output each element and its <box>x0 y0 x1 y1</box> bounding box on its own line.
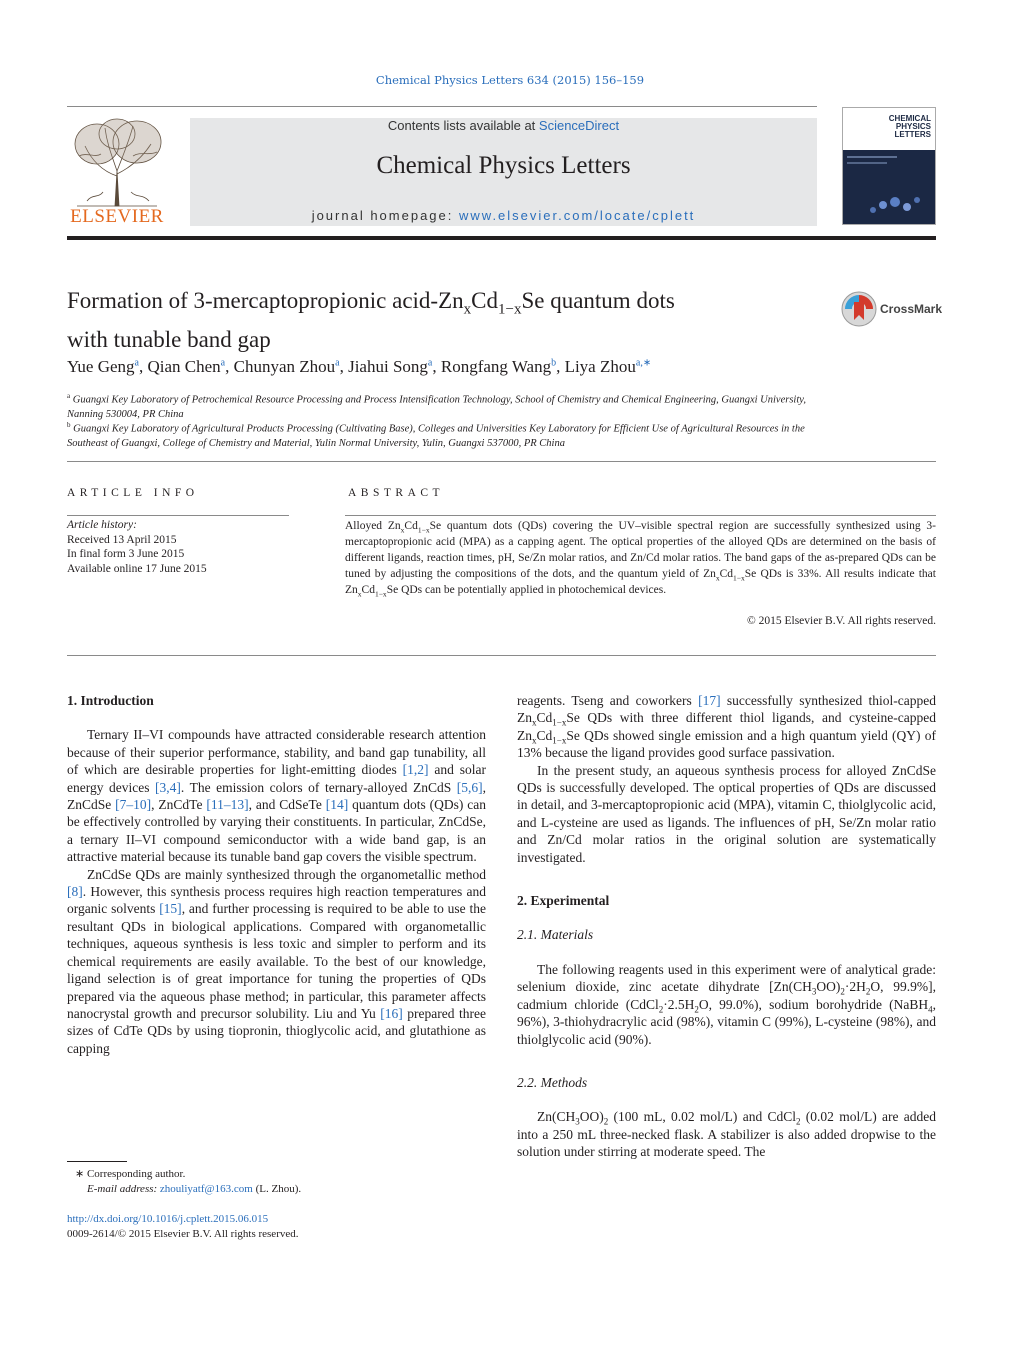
revised-date: In final form 3 June 2015 <box>67 548 185 560</box>
text: Cd <box>536 727 553 743</box>
text: O, 99.9%], cadmium chloride (CdCl <box>517 979 936 1012</box>
text: successfully synthesized thiol-capped Zn <box>517 693 936 726</box>
text: Ternary II–VI compounds have attracted considerable research attention because of their superior performance, stability, and band gap tunability, all of which are desirable properties for light-emitting diodes <box>67 727 486 778</box>
section-heading-experimental: 2. Experimental <box>517 893 610 909</box>
cover-art-icon <box>843 150 936 225</box>
text: . The emission colors of ternary-alloyed ZnCdS <box>180 779 457 795</box>
citation-link[interactable]: [1,2] <box>402 762 429 778</box>
section-heading-introduction: 1. Introduction <box>67 693 154 708</box>
footnote <box>67 1167 487 1196</box>
text: reagents. Tseng and coworkers <box>517 693 699 708</box>
text: , and further processing is required to be able to use the resultant QDs in biological applications. Compared with organometallic techniques, aqueous synthesis is less toxic and simpler to perform and its chemical requirements are easily available. To the best of our knowledge, ligand selection is of great importance for tuning the properties of QDs prepared via the aqueous phase method; in particular, this parameter affects nanocrystal growth and precursor solubility. Liu and Yu <box>67 901 486 1021</box>
citation-link[interactable]: [14] <box>325 797 349 813</box>
text: , 96%), 3-thiohydracrylic acid (98%), vitamin C (99%), L-cysteine (98%), and thiolglycolic acid (90%). <box>517 996 936 1047</box>
text: , and CdSeTe <box>248 797 326 813</box>
title-subscript: x <box>463 301 472 318</box>
text: , ZnCdSe <box>67 779 487 813</box>
materials-paragraph <box>517 961 936 1048</box>
text: O, 99.0%), sodium borohydride (NaBH <box>698 996 929 1012</box>
affiliation-mark: b <box>67 421 71 429</box>
doi-block <box>67 1212 487 1241</box>
subscript: 1−x <box>374 589 387 599</box>
text: Se QDs with three different thiol ligands, and cysteine-capped Zn <box>517 710 936 743</box>
intro-paragraph-4: In the present study, an aqueous synthesis process for alloyed ZnCdSe QDs is successfully developed. The optical properties of QDs are discussed in detail, and 3-mercaptopropionic acid (MPA), vitamin C, thiolglycolic acid, and L-cysteine are used as ligands. The influences of pH, Se/Zn molar ratio and Zn/Cd molar ratios in the original solution are systematically investigated. <box>517 762 936 865</box>
contents-prefix: Contents lists available at <box>387 118 539 133</box>
crossmark-label: CrossMark <box>880 302 943 316</box>
subscript: 2 <box>796 1117 801 1127</box>
abstract-text: Cd <box>404 520 418 532</box>
subscript: 3 <box>811 986 817 997</box>
header-top-rule <box>67 106 817 107</box>
subscript: x <box>532 718 537 729</box>
text: Corresponding author. <box>84 1168 186 1180</box>
crossmark-icon <box>840 290 878 328</box>
title-part: Se quantum dots <box>521 288 675 313</box>
intro-paragraph-1 <box>67 726 486 865</box>
text: ·2H <box>844 979 866 995</box>
issn-line: 0009-2614/© 2015 Elsevier B.V. All rights reserved. <box>67 1227 299 1240</box>
article-history <box>67 518 297 576</box>
subscript: 3 <box>575 1117 580 1127</box>
subscript: 1−x <box>417 525 430 535</box>
citation-link[interactable]: [7–10] <box>115 797 152 813</box>
text: . However, this synthesis process requires high reaction temperatures and organic solvents <box>67 884 486 917</box>
abstract-text: Alloyed Zn <box>345 520 401 532</box>
email-label: E-mail address: <box>87 1182 160 1195</box>
abstract-text: Se QDs is 33%. All results indicate that Zn <box>345 568 936 596</box>
abstract-text: Cd <box>361 584 375 596</box>
elsevier-tree-icon <box>67 116 167 208</box>
crossmark-badge[interactable] <box>840 290 943 330</box>
affiliation-mark: a <box>67 392 71 400</box>
text: (0.02 mol/L) are added into a 250 mL three-necked flask. A stabilizer is also added dropwise to the solution under stirring at moderate speed. The <box>517 1109 936 1160</box>
homepage-link[interactable]: www.elsevier.com/locate/cplett <box>459 208 696 223</box>
email-link[interactable]: zhouliyatf@163.com <box>159 1182 253 1195</box>
text: Cd <box>536 710 553 726</box>
subscript: x <box>400 525 405 535</box>
abstract-text: Cd <box>719 568 734 580</box>
text: OO) <box>816 979 841 995</box>
text: ZnCdSe QDs are mainly synthesized through the organometallic method <box>87 866 486 882</box>
abstract-text: Se QDs can be potentially applied in photochemical devices. <box>386 584 667 596</box>
abstract-body <box>345 518 936 598</box>
article-info-heading: ARTICLE INFO <box>67 487 199 499</box>
text: Se QDs showed single emission and a high quantum yield (QY) of 13% because the ligand provides good surface passivation. <box>517 727 936 761</box>
header-thick-rule <box>67 236 936 240</box>
text: prepared three sizes of CdTe QDs by using tiopronin, thioglycolic acid, and glutathione as capping <box>67 1005 487 1056</box>
subsection-heading-methods: 2.2. Methods <box>517 1074 588 1090</box>
cover-title: CHEMICAL PHYSICS LETTERS <box>888 114 931 139</box>
methods-paragraph <box>517 1108 936 1160</box>
text: and solar energy devices <box>67 762 487 795</box>
abstract-copyright: © 2015 Elsevier B.V. All rights reserved. <box>747 615 936 627</box>
citation-link[interactable]: [5,6] <box>456 779 483 795</box>
subscript: 2 <box>865 986 871 997</box>
body-left-column <box>67 692 486 1057</box>
citation-link[interactable]: [3,4] <box>155 779 181 795</box>
author-affil-mark[interactable]: a <box>134 357 139 369</box>
online-date: Available online 17 June 2015 <box>67 562 207 575</box>
author-affil-mark[interactable]: a <box>427 357 433 369</box>
subscript: 1−x <box>733 573 745 583</box>
journal-reference[interactable]: Chemical Physics Letters 634 (2015) 156–159 <box>375 73 645 87</box>
text: , ZnCdTe <box>151 797 207 813</box>
citation-link[interactable]: [11–13] <box>206 797 249 813</box>
subscript: 4 <box>928 1004 933 1015</box>
history-label: Article history: <box>67 519 137 531</box>
author-name[interactable]: Chunyan Zhou <box>233 357 336 376</box>
title-part: Cd <box>471 288 498 313</box>
subscript: 2 <box>840 986 845 997</box>
text: quantum dots (QDs) can be effectively controlled by varying their constituents. In particular, ZnCdSe, a ternary II–VI compound semiconductor with a wide band gap, is an attractive material because its tunable band gap covers the visible spectrum. <box>67 797 486 865</box>
author-name[interactable]: Jiahui Song <box>348 357 428 376</box>
author-affil-mark[interactable]: a <box>220 357 226 369</box>
homepage-prefix: journal homepage: <box>311 208 459 223</box>
elsevier-logo[interactable] <box>67 116 167 228</box>
title-line-2: with tunable band gap <box>67 326 271 352</box>
article-info-rule <box>67 515 289 516</box>
received-date: Received 13 April 2015 <box>67 533 177 546</box>
author-name[interactable]: Rongfang Wang <box>440 357 552 376</box>
citation-link[interactable]: [17] <box>698 693 721 708</box>
text: The following reagents used in this experiment were of analytical grade: selenium dioxide, zinc acetate dihydrate [Zn(CH <box>517 961 936 995</box>
subscript: x <box>715 573 720 583</box>
title-subscript: 1−x <box>497 301 522 318</box>
elsevier-wordmark: ELSEVIER <box>70 206 164 227</box>
footnote-rule <box>67 1161 127 1162</box>
affiliation-rule <box>67 461 936 462</box>
text: ·2.5H <box>663 996 695 1012</box>
subscript: 2 <box>603 1117 609 1127</box>
journal-header-box <box>190 118 817 226</box>
text: OO) <box>579 1109 604 1125</box>
intro-paragraph-2 <box>67 866 486 1057</box>
article-title <box>67 286 797 354</box>
author-affil-mark[interactable]: b <box>551 357 557 369</box>
abstract-rule <box>345 515 936 516</box>
sciencedirect-link[interactable]: ScienceDirect <box>538 118 620 133</box>
abstract-heading: ABSTRACT <box>348 487 445 499</box>
text: (100 mL, 0.02 mol/L) and CdCl <box>608 1109 796 1125</box>
affiliation-b <box>67 418 827 452</box>
subsection-heading-materials: 2.1. Materials <box>517 927 594 943</box>
text: Zn(CH <box>537 1109 576 1125</box>
affiliation-text: Guangxi Key Laboratory of Petrochemical Resource Processing and Process Intensification Technology, School of Chemistry and Chemical Engineering, Guangxi University, Nanning 530004, PR China <box>67 394 806 420</box>
author-name[interactable]: Qian Chen <box>147 357 221 376</box>
author-affil-mark[interactable]: a <box>335 357 340 369</box>
cover-header <box>843 108 935 150</box>
subscript: 2 <box>694 1004 699 1015</box>
citation-link[interactable]: [16] <box>380 1005 403 1021</box>
journal-title: Chemical Physics Letters <box>376 152 631 179</box>
citation-link[interactable]: [15] <box>159 901 182 917</box>
title-part: Formation of 3-mercaptopropionic acid-Zn <box>67 288 464 313</box>
affiliation-text: Guangxi Key Laboratory of Agricultural Products Processing (Cultivating Base), Colleges and Universities Key Laboratory for Efficient Use of Agricultural Resources in the Southeast of Guangxi, College of Chemistry and Material, Yulin Normal University, Yulin, Guangxi 537000, PR China <box>67 423 805 449</box>
homepage-line <box>190 208 817 223</box>
citation-link[interactable]: [8] <box>67 884 83 900</box>
author-name[interactable]: Yue Geng <box>67 357 135 376</box>
subscript: 2 <box>658 1004 664 1015</box>
body-right-column <box>517 692 936 1161</box>
text: (L. Zhou). <box>252 1182 302 1195</box>
email-line <box>67 1182 487 1197</box>
contents-line <box>190 118 817 133</box>
body-rule <box>67 655 936 656</box>
subscript: x <box>357 589 362 599</box>
author-list: Yue Geng$^a$, Qian Chen$^a$, Chunyan Zhou$^a$, Jiahui Song$^a$, Rongfang Wang$^b$, Liya Zhou$^{a,∗}$ <box>67 357 652 376</box>
abstract-text: Se quantum dots (QDs) covering the UV–visible spectral region are successfully synthesized using 3-mercaptopropionic acid (MPA) as a capping agent. The optical properties of the alloyed QDs are determined on the basis of different ligands, reaction times, pH, Se/Zn molar ratios, and Zn/Cd molar ratios. The band gaps of the as-prepared QDs can be tuned by adjusting the compositions of the dots, and the quantum yield of Zn <box>345 520 936 580</box>
subscript: 1−x <box>552 735 567 746</box>
author-name[interactable]: Liya Zhou <box>564 357 636 376</box>
corresponding-author-note <box>67 1167 487 1182</box>
footnote-mark: ∗ <box>75 1168 85 1180</box>
intro-paragraph-3 <box>517 692 936 762</box>
subscript: x <box>532 735 537 746</box>
journal-cover-thumbnail[interactable] <box>842 107 936 225</box>
author-affil-mark[interactable]: a,∗ <box>635 357 652 369</box>
doi-link[interactable]: http://dx.doi.org/10.1016/j.cplett.2015.06.015 <box>67 1213 269 1225</box>
subscript: 1−x <box>552 718 567 729</box>
